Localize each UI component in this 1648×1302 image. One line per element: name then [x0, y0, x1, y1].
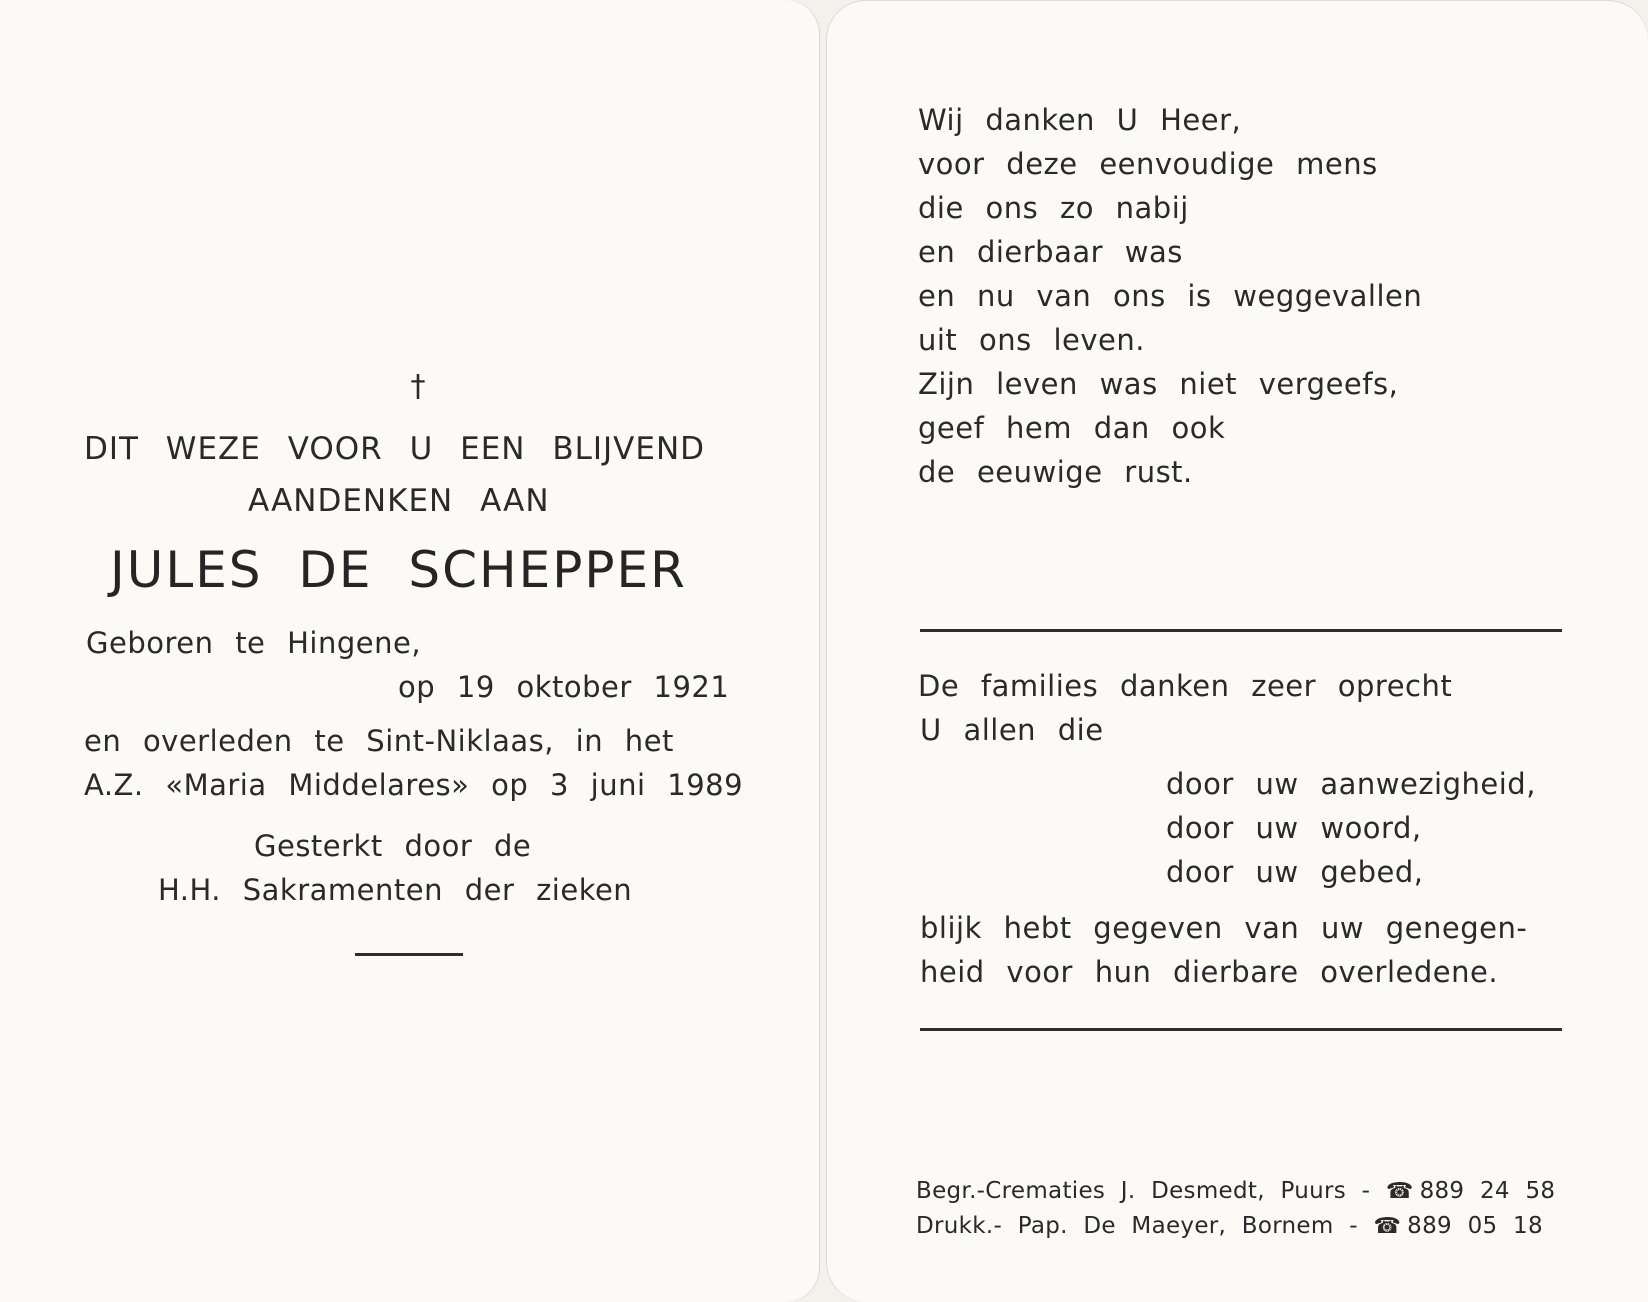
credit-phone-number: 889 05 18 — [1407, 1213, 1543, 1239]
credit-undertaker — [916, 1180, 1555, 1203]
deceased-name: JULES DE SCHEPPER — [110, 541, 687, 599]
thanks-item: door uw aanwezigheid, — [1166, 767, 1536, 801]
thanks-end-1: blijk hebt gegeven van uw genegen- — [920, 911, 1528, 945]
birth-place: Geboren te Hingene, — [86, 626, 422, 660]
credit-text: Begr.-Crematies J. Desmedt, Puurs - — [916, 1178, 1371, 1204]
credit-text: Drukk.- Pap. De Maeyer, Bornem - — [916, 1213, 1358, 1239]
death-line-1: en overleden te Sint-Niklaas, in het — [84, 724, 674, 758]
left-divider — [355, 953, 463, 956]
poem-line: de eeuwige rust. — [918, 455, 1193, 489]
poem-line: geef hem dan ook — [918, 411, 1226, 445]
thanks-end-2: heid voor hun dierbare overledene. — [920, 955, 1499, 989]
thanks-line-1: De families danken zeer oprecht — [918, 669, 1453, 703]
poem-line: voor deze eenvoudige mens — [918, 147, 1378, 181]
sacrament-line-2: H.H. Sakramenten der zieken — [158, 873, 633, 907]
intro-line-1: DIT WEZE VOOR U EEN BLIJVEND — [84, 431, 706, 467]
poem-line: Zijn leven was niet vergeefs, — [918, 367, 1399, 401]
poem-line: en dierbaar was — [918, 235, 1183, 269]
birth-date: op 19 oktober 1921 — [398, 670, 730, 704]
card-left-page — [0, 0, 820, 1302]
intro-line-2: AANDENKEN AAN — [248, 483, 550, 519]
thanks-line-2: U allen die — [920, 713, 1104, 747]
credit-phone-number: 889 24 58 — [1419, 1178, 1556, 1204]
thanks-item: door uw gebed, — [1166, 855, 1424, 889]
telephone-icon: ☎ — [1385, 1179, 1414, 1204]
credit-printer — [916, 1215, 1543, 1238]
poem-line: uit ons leven. — [918, 323, 1145, 357]
telephone-icon: ☎ — [1373, 1214, 1402, 1239]
thanks-item: door uw woord, — [1166, 811, 1422, 845]
poem-line: en nu van ons is weggevallen — [918, 279, 1423, 313]
card-right-page — [826, 0, 1648, 1302]
death-line-2: A.Z. «Maria Middelares» op 3 juni 1989 — [84, 768, 744, 802]
poem-line: Wij danken U Heer, — [918, 103, 1242, 137]
cross-icon: † — [410, 369, 426, 404]
sacrament-line-1: Gesterkt door de — [254, 829, 532, 863]
right-divider-top — [920, 629, 1562, 632]
poem-line: die ons zo nabij — [918, 191, 1189, 225]
right-divider-bottom — [920, 1028, 1562, 1031]
